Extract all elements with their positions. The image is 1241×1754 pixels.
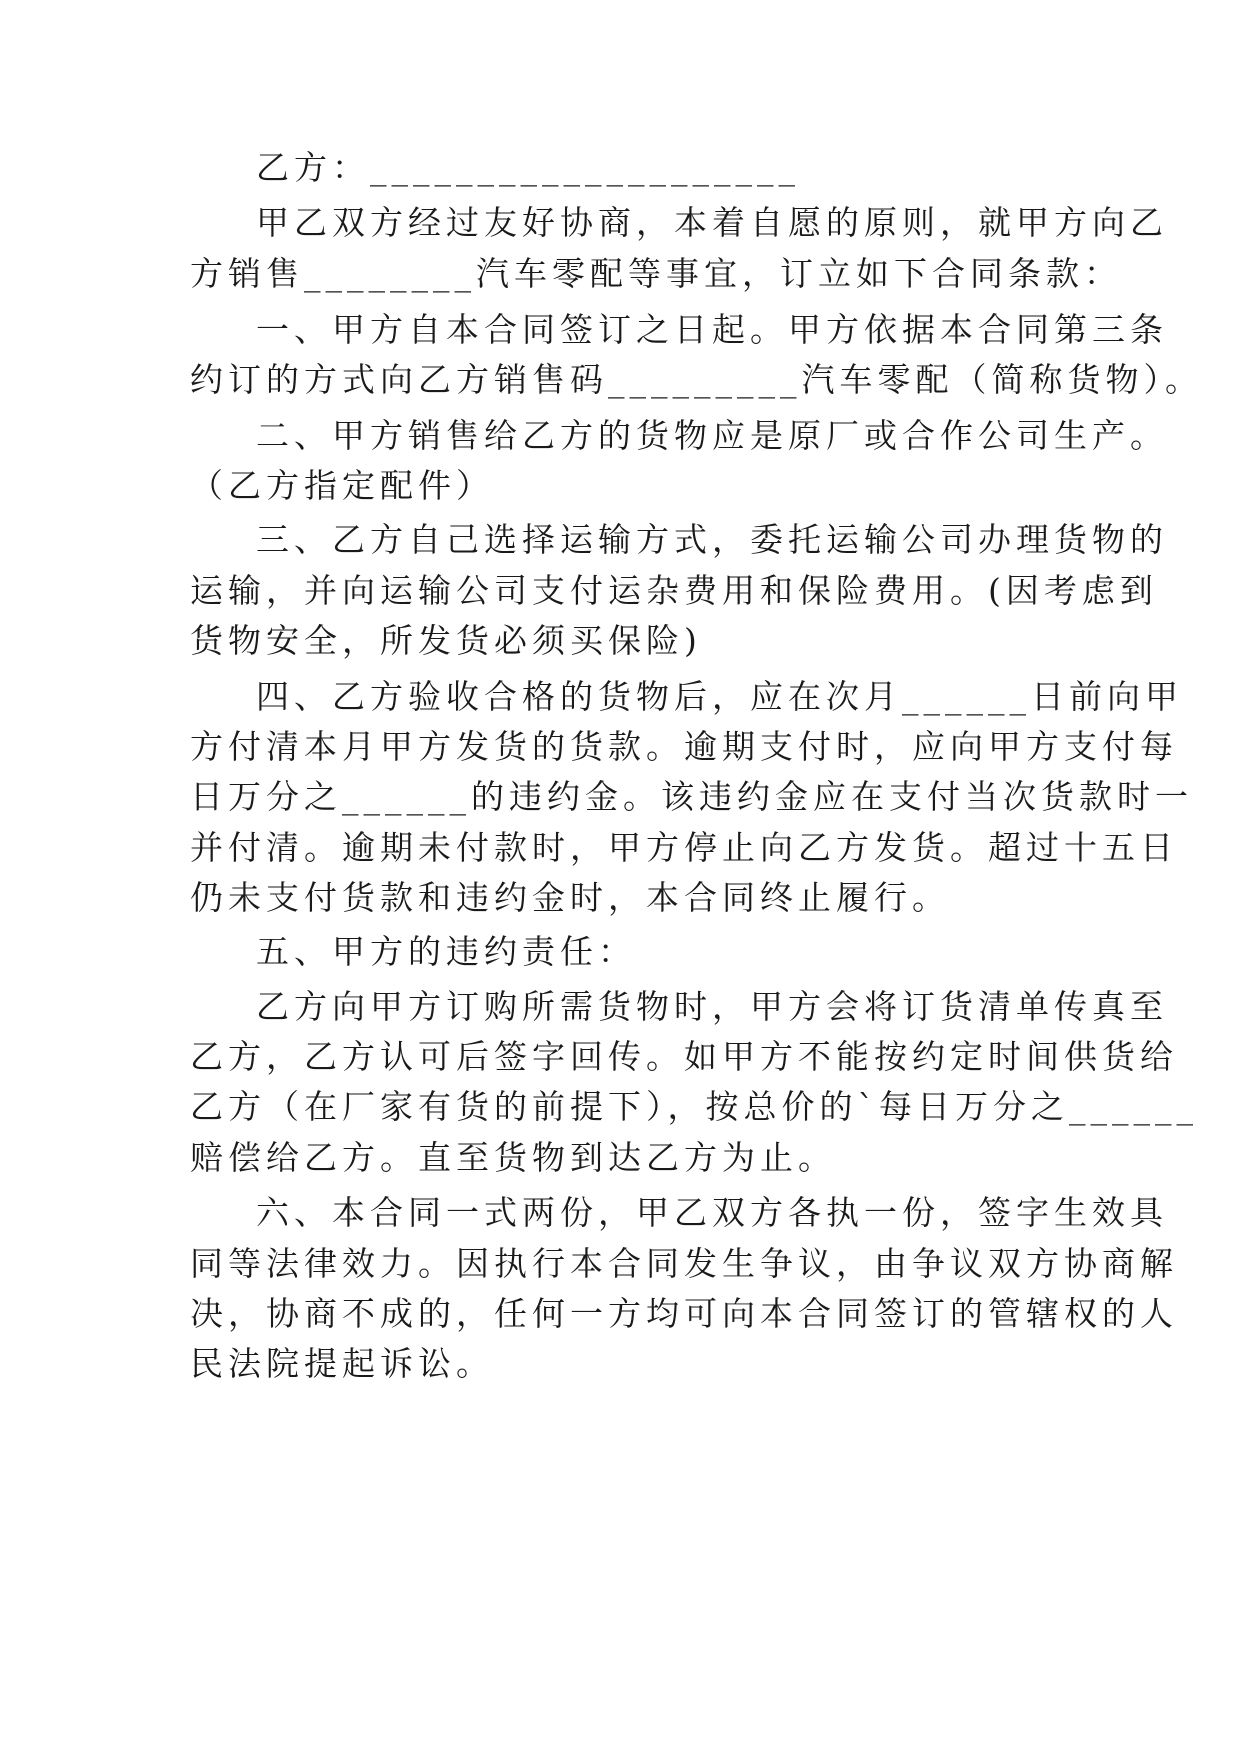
clause-4-line-1: 四、乙方验收合格的货物后，应在次月______日前向甲 — [256, 677, 1183, 716]
clause-4-line-2: 方付清本月甲方发货的货款。逾期支付时，应向甲方支付每 — [190, 727, 1178, 766]
clause-5-line-3: 乙方（在厂家有货的前提下），按总价的`每日万分之______ — [190, 1087, 1198, 1126]
clause-3-line-3: 货物安全，所发货必须买保险) — [190, 621, 702, 660]
clause-5-line-4: 赔偿给乙方。直至货物到达乙方为止。 — [190, 1138, 836, 1177]
preamble-line-2: 方销售________汽车零配等事宜，订立如下合同条款： — [190, 254, 1122, 293]
clause-1-line-2: 约订的方式向乙方销售码_________汽车零配（简称货物）。 — [190, 360, 1203, 399]
clause-6-line-3: 决，协商不成的，任何一方均可向本合同签订的管辖权的人 — [190, 1294, 1178, 1333]
clause-3-line-1: 三、乙方自己选择运输方式，委托运输公司办理货物的 — [256, 520, 1168, 559]
clause-1-line-1: 一、甲方自本合同签订之日起。甲方依据本合同第三条 — [256, 310, 1168, 349]
clause-6-line-4: 民法院提起诉讼。 — [190, 1344, 494, 1383]
clause-5-line-1: 乙方向甲方订购所需货物时，甲方会将订货清单传真至 — [256, 987, 1168, 1026]
party-b-line: 乙方：____________________ — [256, 148, 800, 187]
preamble-line-1: 甲乙双方经过友好协商，本着自愿的原则，就甲方向乙 — [256, 203, 1168, 242]
clause-2-line-1: 二、甲方销售给乙方的货物应是原厂或合作公司生产。 — [256, 416, 1168, 455]
clause-6-line-2: 同等法律效力。因执行本合同发生争议，由争议双方协商解 — [190, 1244, 1178, 1283]
clause-6-line-1: 六、本合同一式两份，甲乙双方各执一份，签字生效具 — [256, 1193, 1168, 1232]
clause-5-heading: 五、甲方的违约责任： — [256, 932, 636, 971]
clause-3-line-2: 运输，并向运输公司支付运杂费用和保险费用。(因考虑到 — [190, 571, 1158, 610]
clause-4-line-3: 日万分之______的违约金。该违约金应在支付当次货款时一 — [190, 777, 1193, 816]
clause-2-line-2: （乙方指定配件） — [190, 466, 494, 505]
clause-4-line-4: 并付清。逾期未付款时，甲方停止向乙方发货。超过十五日 — [190, 828, 1178, 867]
clause-5-line-2: 乙方，乙方认可后签字回传。如甲方不能按约定时间供货给 — [190, 1037, 1178, 1076]
clause-4-line-5: 仍未支付货款和违约金时，本合同终止履行。 — [190, 878, 950, 917]
